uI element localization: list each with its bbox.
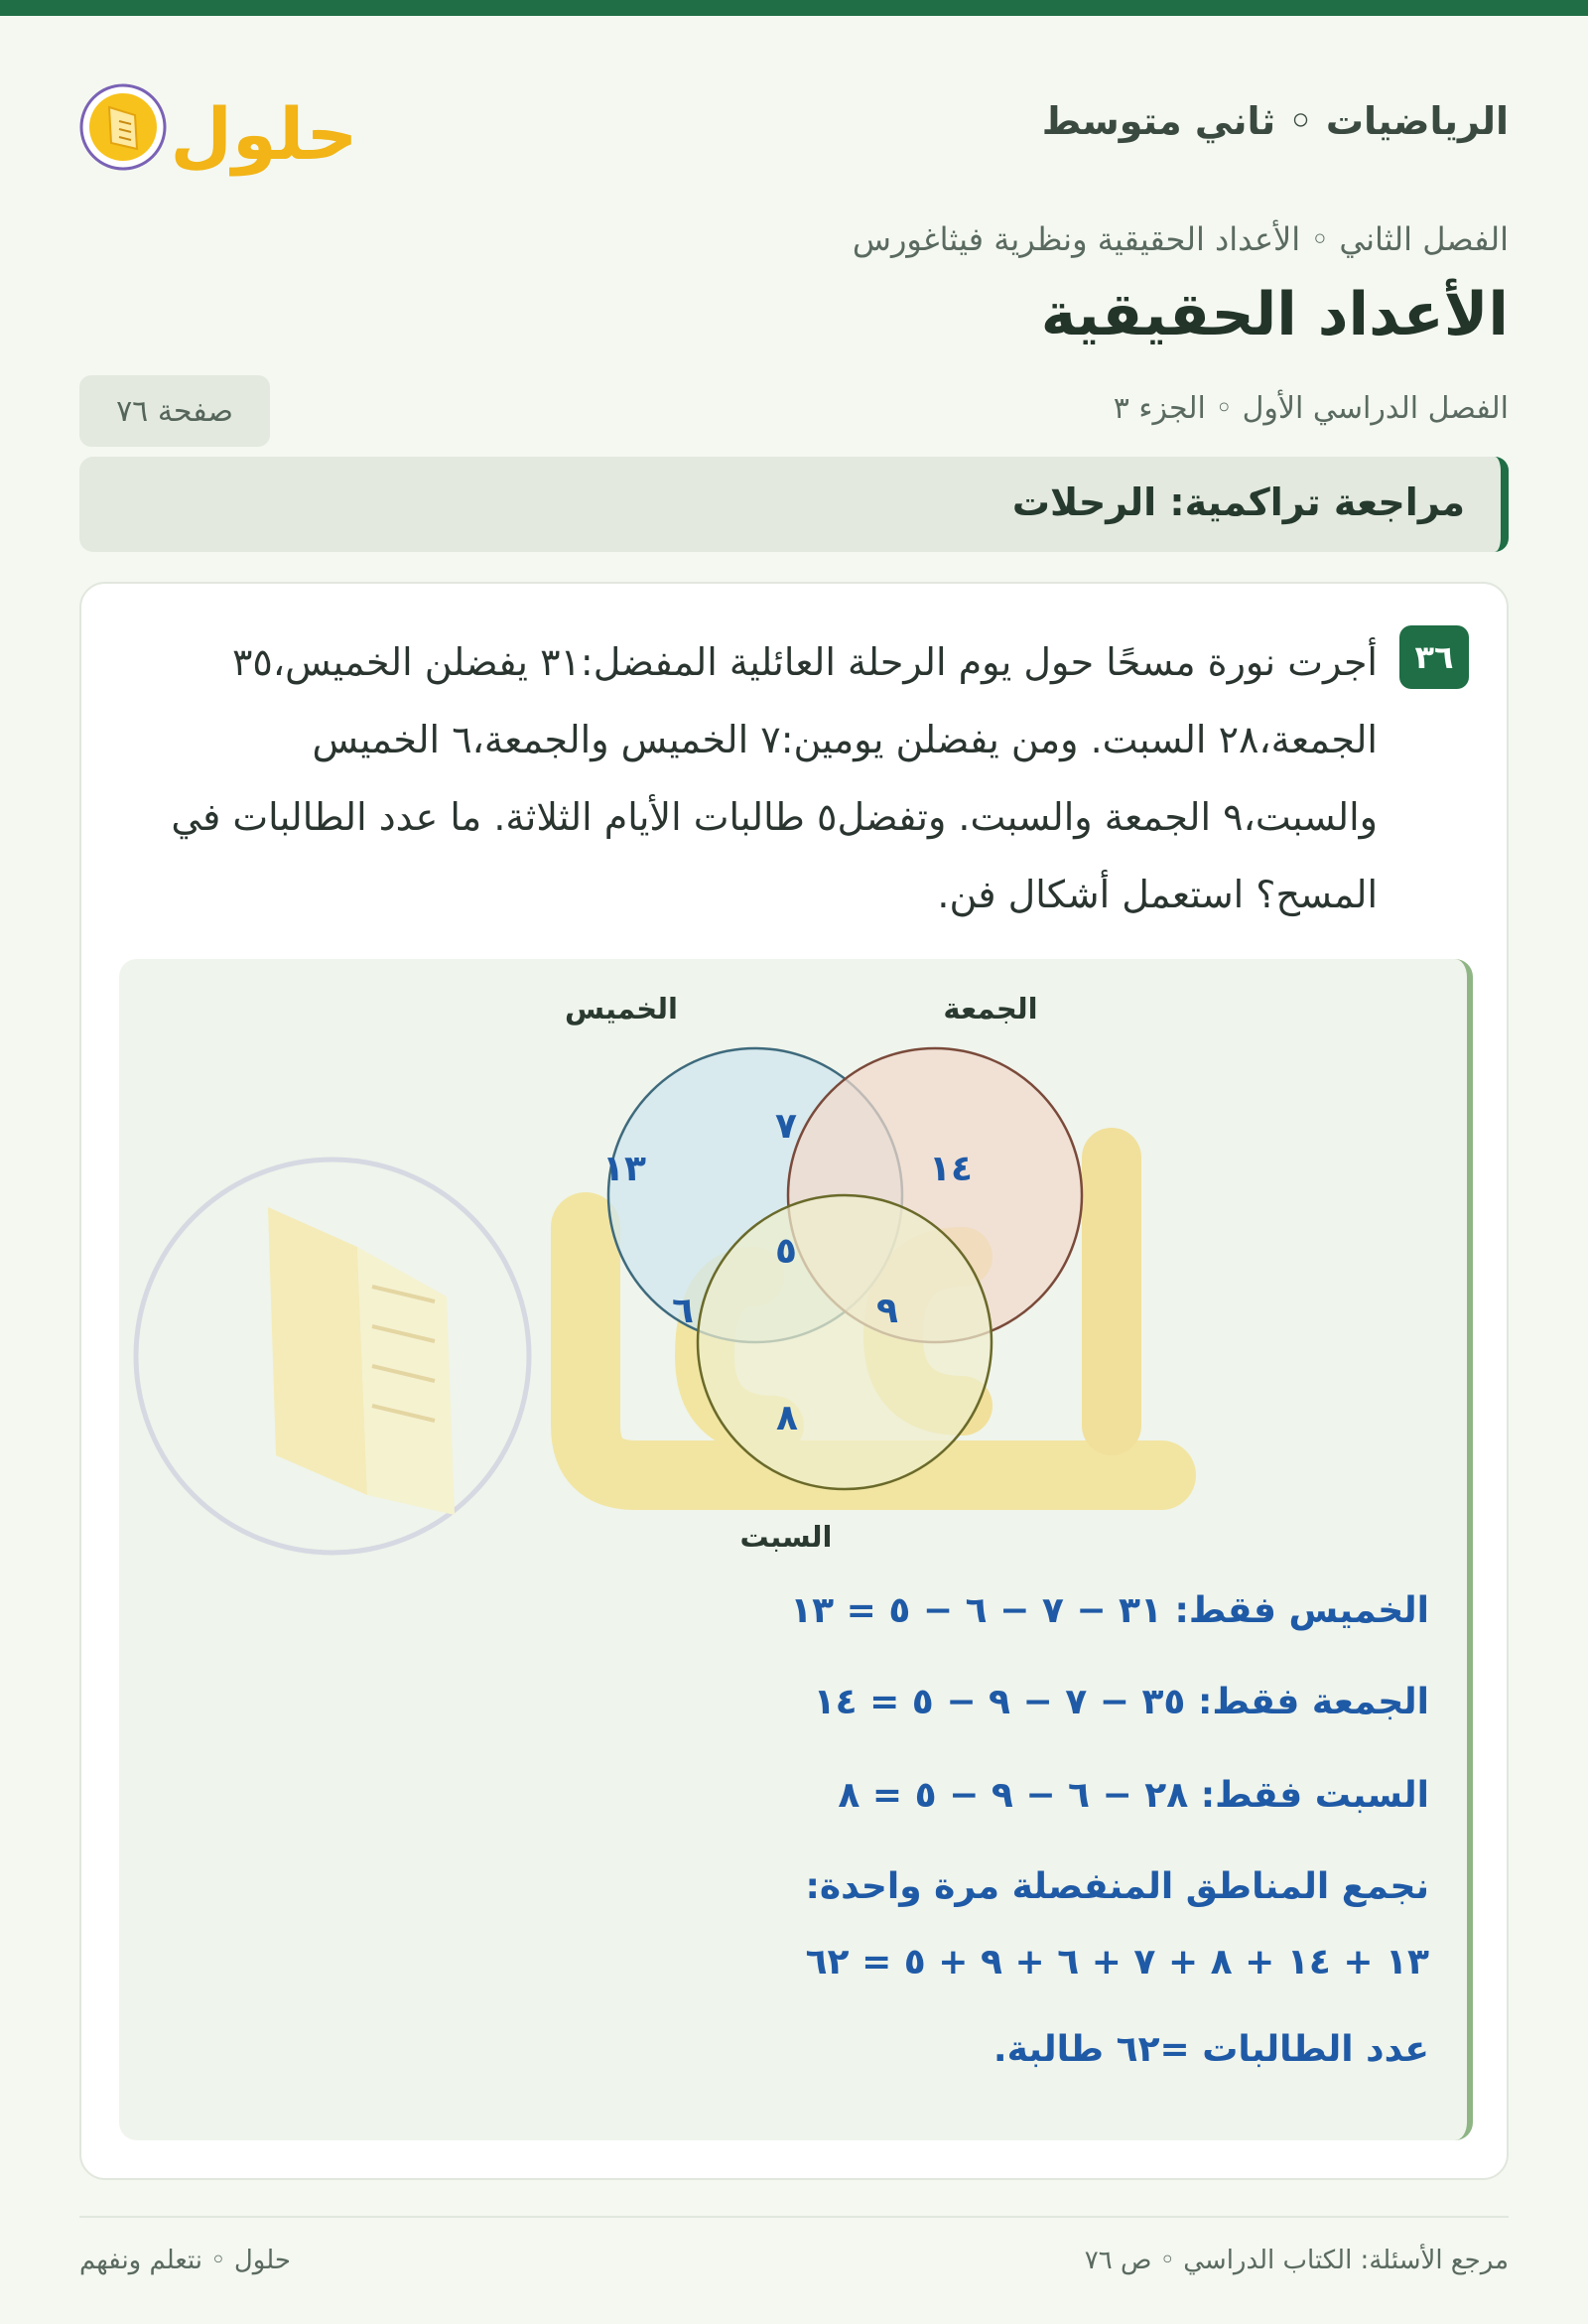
section-header	[79, 457, 1509, 552]
answer-box	[119, 959, 1473, 2140]
venn-diagram	[119, 959, 1473, 1574]
venn-region-thursday-only: ١٣	[602, 1149, 646, 1189]
venn-region-all: ٥	[775, 1231, 797, 1272]
solution-line-sum-note: نجمع المناطق المنفصلة مرة واحدة:	[805, 1866, 1429, 1907]
page-number-text: صفحة ٧٦	[116, 393, 233, 429]
solution-line-sum: ١٣ + ١٤ + ٨ + ٧ + ٦ + ٩ + ٥ = ٦٢	[805, 1942, 1429, 1982]
footer-divider	[79, 2216, 1509, 2218]
venn-region-thu-fri: ٧	[775, 1106, 797, 1147]
question-card	[79, 582, 1509, 2180]
venn-region-fri-sat: ٩	[876, 1291, 898, 1331]
footer-brand: حلول ◦ نتعلم ونفهم	[79, 2246, 291, 2275]
semester-label: الفصل الدراسي الأول ◦ الجزء ٣	[1113, 391, 1509, 426]
solution-line-thursday: الخميس فقط: ٣١ − ٧ − ٦ − ٥ = ١٣	[790, 1590, 1429, 1631]
venn-region-thu-sat: ٦	[672, 1291, 694, 1331]
top-accent-bar	[0, 0, 1588, 16]
question-number: ٣٦	[1414, 638, 1454, 676]
page-number-badge	[79, 375, 270, 447]
venn-circle-saturday	[698, 1195, 992, 1489]
solution-line-friday: الجمعة فقط: ٣٥ − ٧ − ٩ − ٥ = ١٤	[813, 1682, 1429, 1722]
chapter-label: الفصل الثاني ◦ الأعداد الحقيقية ونظرية فيثاغورس	[852, 220, 1509, 258]
venn-region-friday-only: ١٤	[929, 1149, 973, 1189]
venn-label-saturday: السبت	[739, 1520, 833, 1554]
subject-label: الرياضيات ◦ ثاني متوسط	[1041, 99, 1509, 143]
page-header	[79, 62, 1509, 191]
venn-label-thursday: الخميس	[564, 992, 679, 1025]
section-title: مراجعة تراكمية: الرحلات	[1011, 480, 1465, 524]
question-text: أجرت نورة مسحًا حول يوم الرحلة العائلية المفضل:٣١ يفضلن الخميس،٣٥ الجمعة،٢٨ السبت. ومن يفضلن يومين:٧ الخميس والجمعة،٦ الخميس والسبت،٩ الجمعة والسبت. وتفضل٥ طالبات الأيام الثلاثة. ما عدد الطالبات في المسح؟ استعمل أشكال فن.	[171, 640, 1378, 916]
footer-reference: مرجع الأسئلة: الكتاب الدراسي ◦ ص ٧٦	[1084, 2246, 1509, 2275]
venn-region-saturday-only: ٨	[776, 1398, 798, 1438]
page-title: الأعداد الحقيقية	[1040, 280, 1509, 349]
logo-text: حلول	[170, 92, 357, 176]
question-number-badge	[1399, 625, 1469, 689]
solution-line-saturday: السبت فقط: ٢٨ − ٦ − ٩ − ٥ = ٨	[838, 1775, 1429, 1816]
hulul-logo[interactable]	[79, 62, 357, 191]
venn-label-friday: الجمعة	[943, 992, 1038, 1025]
solution-line-answer: عدد الطالبات =٦٢ طالبة.	[992, 2029, 1429, 2070]
